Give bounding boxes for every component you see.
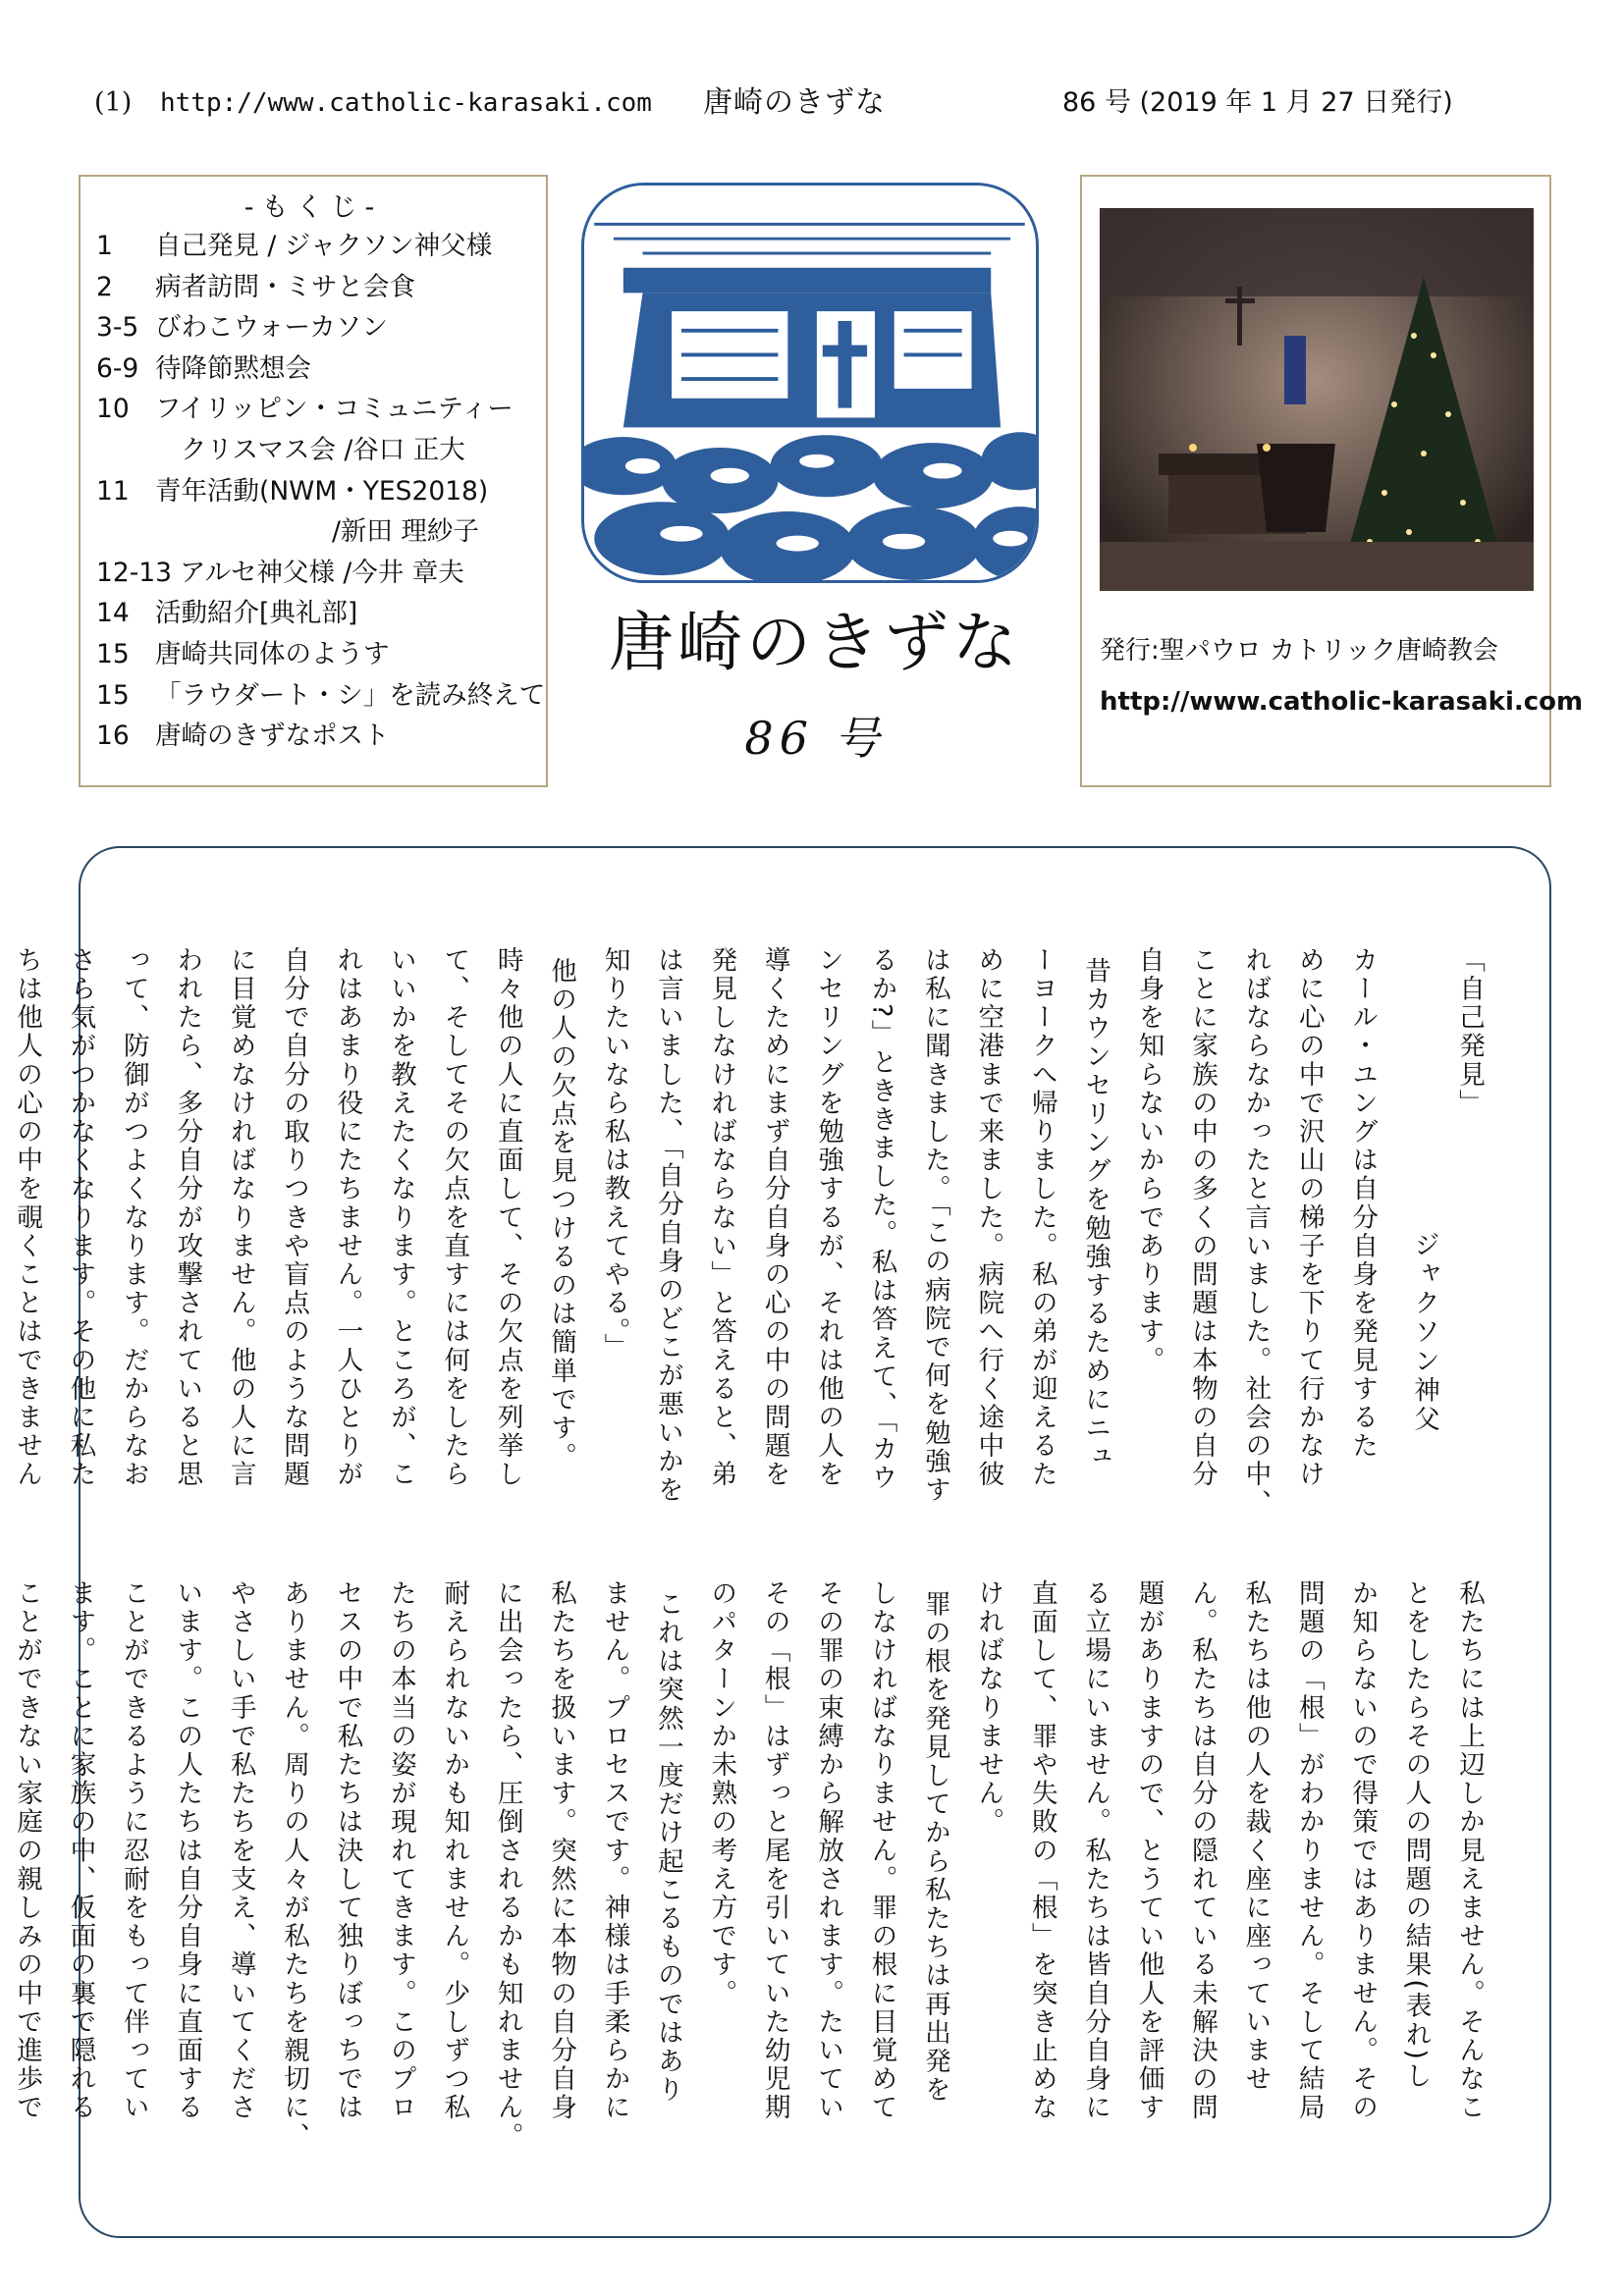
toc-item-title: アルセ神父様 /今井 章夫 [180,557,464,588]
article-line: 罪の根を発見してから私たちは再出発を [919,1579,950,2105]
toc-item [96,675,546,717]
website-link[interactable]: http://www.catholic-karasaki.com [1100,687,1584,717]
article-line: 発見しなければならない」と答えると、弟 [706,946,737,1489]
article-line: 私たちは他の人を裁く座に座っていませ [1240,1579,1271,2094]
header-url[interactable]: http://www.catholic-karasaki.com [160,88,652,118]
article-line: 私たちを扱います。突然に本物の自分自身 [546,1579,577,2122]
article-line: て、そしてその欠点を直すには何をしたら [439,946,470,1489]
toc-item-number: 3-5 [96,312,139,344]
article-line: ちは他人の心の中を覗くことはできません [12,946,43,1489]
toc-item-title: 待降節黙想会 [155,352,311,384]
article-line: われたら、多分自分が攻撃されていると思 [172,946,203,1489]
toc-item-number: 2 [96,271,113,302]
article-top-column [0,946,1495,1518]
article-line: のパターンか未熟の考え方です。 [706,1579,737,2008]
article-line: 時々他の人に直面して、その欠点を列挙し [492,946,523,1489]
article-line: る立場にいません。私たちは皆自分自身に [1080,1579,1111,2122]
article-line: か知らないので得策ではありません。その [1347,1579,1379,2122]
article-line: 私たちには上辺しか見えません。そんなこ [1454,1579,1485,2122]
toc-item-number: 6-9 [96,352,139,384]
toc-list [96,226,546,757]
toc-item [96,307,540,348]
article-line: カール・ユングは自分自身を発見するた [1347,946,1379,1461]
toc-item-number: 10 [96,394,130,425]
article-line: いいかを教えたくなります。ところが、こ [385,946,416,1489]
church-illustration [584,186,1036,580]
article-line: やさしい手で私たちを支え、導いてくださ [225,1579,256,2122]
article-line: います。この人たちは自分自身に直面する [172,1579,203,2122]
article-line: その罪の束縛から解放されます。たいてい [813,1579,844,2122]
article-line: その「根」はずっと尾を引いていた幼児期 [759,1579,790,2122]
article-line: に目覚めなければなりません。他の人に言 [225,946,256,1489]
article-line: これは突然一度だけ起こるものではあり [652,1579,683,2105]
toc-item [96,471,540,512]
toc-item-title: 病者訪問・ミサと会食 [155,271,415,302]
article-line: ればならなかったと言いました。社会の中、 [1240,946,1271,1518]
toc-item [96,430,540,471]
article-line: ことができるように忍耐をもって伴ってい [118,1579,149,2122]
article-frame [12,846,1551,2238]
toc-item-title: 活動紹介[典礼部] [155,598,358,629]
toc-item-title: 自己発見 / ジャクソン神父様 [155,231,493,261]
article-line: 耐えられないかも知れません。少しずつ私 [439,1579,470,2122]
toc-item [96,634,540,675]
article-line: 導くためにまず自分自身の心の中の問題を [759,946,790,1489]
toc-item [96,716,540,757]
toc-item-title: 唐崎共同体のようす [155,638,390,669]
article-line: ことができない家庭の親しみの中で進歩で [12,1579,43,2122]
header-issue-date: 86 号 (2019 年 1 月 27 日発行) [1062,87,1453,118]
article-line: とをしたらその人の問題の結果(表れ)し [1400,1579,1432,2091]
article-line: ことに家族の中の多くの問題は本物の自分 [1186,946,1217,1489]
toc-item [96,348,540,390]
toc-item-number: 15 [96,679,130,711]
publisher-info-box [1080,175,1584,787]
toc-item-title: フイリッピン・コミュニティー [155,394,514,425]
toc-item-title: 唐崎のきずなポスト [155,721,390,752]
header-title: 唐崎のきずな [703,85,886,120]
article-line: ーヨークへ帰りました。私の弟が迎えるた [1026,946,1057,1489]
article-line: れはあまり役にたちません。一人ひとりが [332,946,363,1489]
article-line: って、防御がつよくなります。だからなお [118,946,149,1489]
article-author: ジャクソン神父 [1409,1231,1439,1435]
toc-item [96,267,540,308]
toc-item [96,511,540,553]
article-line: めに心の中で沢山の梯子を下りて行かなけ [1293,946,1325,1489]
page-number: (1) [94,87,133,118]
toc-item-number: 1 [96,231,113,261]
article-line: めに空港まで来ました。病院へ行く途中彼 [973,946,1004,1489]
article-line: ければなりません。 [973,1579,1004,1837]
chapel-interior-image [1100,208,1534,591]
article-line: ん。私たちは自分の隠れている未解決の問 [1186,1579,1217,2122]
article-line: は私に聞きました。「この病院で何を勉強す [919,946,950,1505]
toc-item-title: /新田 理紗子 [332,516,479,548]
article-line: セスの中で私たちは決して独りぼっちでは [332,1579,363,2122]
article-line: は言いました、「自分自身のどこが悪いかを [652,946,683,1505]
article-line: 自分で自分の取りつきや盲点のような問題 [279,946,310,1489]
toc-item [96,226,540,267]
article-line: 題がありますので、とうてい他人を評価す [1133,1579,1164,2122]
newsletter-title: 唐崎のきずな [609,605,1021,680]
toc-item-title: 「ラウダート・シ」を読み終えて [155,679,546,711]
article-line: 昔カウンセリングを勉強するためにニュ [1080,946,1111,1471]
article-line: ます。ことに家族の中、仮面の裏で隠れる [65,1579,96,2122]
article-line: 直面して、罪や失敗の「根」を突き止めな [1026,1579,1057,2122]
toc-heading: -もくじ- [243,192,383,223]
toc-item-title: クリスマス会 /谷口 正大 [181,434,465,465]
toc-item-number: 16 [96,721,130,752]
article-line: 知りたいなら私は教えてやる。」 [599,946,630,1362]
article-line: しなければなりません。罪の根に目覚めて [866,1579,897,2122]
toc-item-number: 15 [96,638,130,669]
toc-item-number: 12-13 [96,557,173,588]
article-line: ありません。周りの人々が私たちを親切に、 [279,1579,310,2151]
article-bottom-column [0,1579,1495,2149]
article-line: 自身を知らないからであります。 [1133,946,1164,1375]
toc-item-title: びわこウォーカソン [155,312,388,344]
article-line: るか?」とききました。私は答えて、「カウ [866,946,897,1493]
table-of-contents [79,175,548,787]
church-papercut-logo [581,183,1039,583]
article-line: 問題の「根」がわかりません。そして結局 [1293,1579,1325,2122]
article-line: ません。プロセスです。神様は手柔らかに [599,1579,630,2122]
article-line: たちの本当の姿が現れてきます。このプロ [385,1579,416,2122]
toc-item-number: 11 [96,475,130,507]
toc-item [96,593,540,634]
article-line: 他の人の欠点を見つけるのは簡単です。 [546,946,577,1471]
publisher-name: 発行:聖パウロ カトリック唐崎教会 [1100,636,1498,666]
toc-item-number: 14 [96,598,130,629]
chapel-photo [1100,208,1534,591]
article-line: ンセリングを勉強するが、それは他の人を [813,946,844,1489]
toc-item [96,389,540,430]
toc-item [96,553,540,594]
article-line: に出会ったら、圧倒されるかも知れません。 [492,1579,523,2151]
article-line: さら気がつかなくなります。その他に私た [65,946,96,1489]
toc-item-title: 青年活動(NWM・YES2018) [155,475,489,507]
issue-number: 86 号 [744,712,886,765]
article-title: 「自己発見」 [1454,946,1485,1118]
